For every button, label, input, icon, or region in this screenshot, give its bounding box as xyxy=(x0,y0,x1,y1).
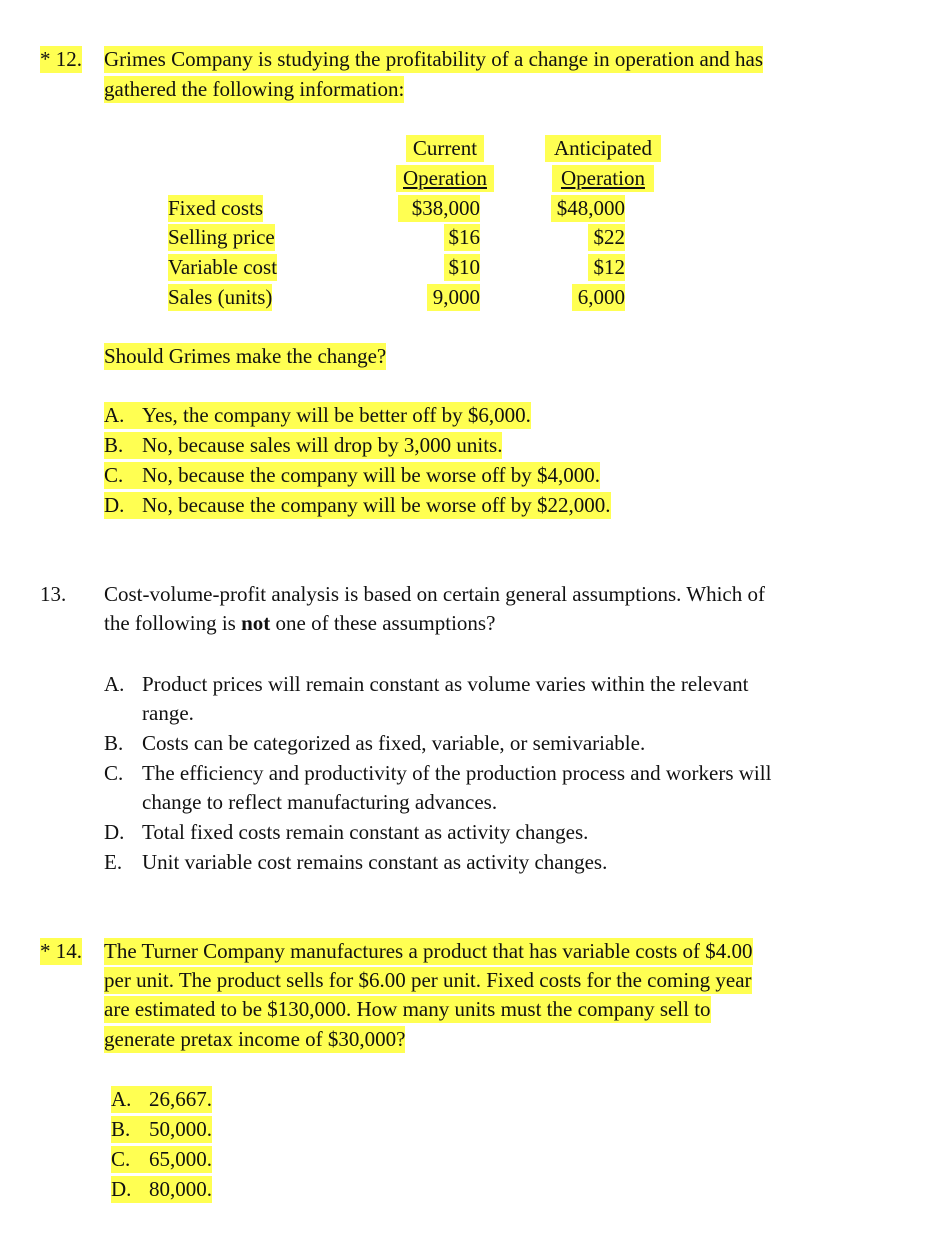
option-letter: C. xyxy=(104,463,124,487)
q14-stem-line3: are estimated to be $130,000. How many units must the company sell to xyxy=(104,997,711,1021)
col-anticipated-header-1: Anticipated xyxy=(545,135,661,162)
option-text: Product prices will remain constant as volume varies within the relevant xyxy=(142,672,749,696)
option-letter: A. xyxy=(104,672,125,696)
option-letter: A. xyxy=(104,403,125,427)
q12-option-a[interactable] xyxy=(104,402,531,429)
q14-option-a[interactable] xyxy=(111,1086,212,1113)
q12-stem-line1: Grimes Company is studying the profitability of a change in operation and has xyxy=(104,47,764,71)
table-cell-anticipated: $22 xyxy=(588,224,625,251)
col-anticipated-header-2: Operation xyxy=(552,165,654,192)
table-cell-anticipated: $12 xyxy=(588,254,625,281)
option-letter: C. xyxy=(104,761,124,785)
option-letter: B. xyxy=(111,1117,131,1141)
option-letter: A. xyxy=(111,1087,132,1111)
q14-option-b[interactable] xyxy=(111,1116,212,1143)
col-current-header-1: Current xyxy=(406,135,484,162)
option-text: No, because sales will drop by 3,000 units. xyxy=(142,433,503,457)
q14-option-c[interactable] xyxy=(111,1146,212,1173)
option-letter: D. xyxy=(104,493,125,517)
stem-text: one of these assumptions? xyxy=(270,611,496,635)
q13-stem-line2 xyxy=(104,610,495,637)
option-letter: E. xyxy=(104,850,123,874)
option-text: Yes, the company will be better off by $6,000. xyxy=(142,403,531,427)
table-cell-current: $16 xyxy=(444,224,480,251)
q14-stem-line2: per unit. The product sells for $6.00 per unit. Fixed costs for the coming year xyxy=(104,968,752,992)
q12-number: * 12. xyxy=(40,47,82,71)
table-row-label: Selling price xyxy=(168,225,275,249)
option-text: No, because the company will be worse off by $4,000. xyxy=(142,463,601,487)
q14-number: * 14. xyxy=(40,939,82,963)
table-row-label: Sales (units) xyxy=(168,285,273,309)
q12-option-c[interactable] xyxy=(104,462,600,489)
col-current-header-2: Operation xyxy=(396,165,494,192)
q12-stem-line2: gathered the following information: xyxy=(104,77,405,101)
q13-stem-line1: Cost-volume-profit analysis is based on certain general assumptions. Which of xyxy=(104,582,765,606)
q14-stem-line1: The Turner Company manufactures a product that has variable costs of $4.00 xyxy=(104,939,753,963)
option-text: 65,000. xyxy=(149,1147,212,1171)
option-letter: C. xyxy=(111,1147,131,1171)
option-letter: D. xyxy=(111,1177,132,1201)
q12-option-d[interactable] xyxy=(104,492,611,519)
option-letter: D. xyxy=(104,820,125,844)
option-text: 50,000. xyxy=(149,1117,212,1141)
q14-option-d[interactable] xyxy=(111,1176,212,1203)
q13-option-e[interactable] xyxy=(104,849,607,876)
q13-option-d[interactable] xyxy=(104,819,588,846)
q14-stem-line4: generate pretax income of $30,000? xyxy=(104,1027,406,1051)
stem-emphasis: not xyxy=(241,611,271,635)
table-row-label: Variable cost xyxy=(168,255,278,279)
table-cell-anticipated: 6,000 xyxy=(572,284,625,311)
table-cell-anticipated: $48,000 xyxy=(551,195,625,222)
q13-option-c-cont: change to reflect manufacturing advances. xyxy=(142,790,498,814)
option-text: 80,000. xyxy=(149,1177,212,1201)
q12-question: Should Grimes make the change? xyxy=(104,344,387,368)
table-cell-current: 9,000 xyxy=(427,284,480,311)
table-cell-current: $10 xyxy=(444,254,480,281)
option-text: The efficiency and productivity of the production process and workers will xyxy=(142,761,772,785)
q13-number: 13. xyxy=(40,582,67,606)
option-letter: B. xyxy=(104,731,124,755)
option-text: 26,667. xyxy=(149,1087,212,1111)
option-text: Unit variable cost remains constant as activity changes. xyxy=(142,850,608,874)
stem-text: the following is xyxy=(104,611,242,635)
q13-option-a[interactable] xyxy=(104,671,749,698)
q13-option-c[interactable] xyxy=(104,760,771,787)
table-row-label: Fixed costs xyxy=(168,196,264,220)
q12-option-b[interactable] xyxy=(104,432,502,459)
option-letter: B. xyxy=(104,433,124,457)
q13-option-a-cont: range. xyxy=(142,701,194,725)
option-text: Costs can be categorized as fixed, variable, or semivariable. xyxy=(142,731,646,755)
table-cell-current: $38,000 xyxy=(398,195,480,222)
option-text: No, because the company will be worse off by $22,000. xyxy=(142,493,611,517)
q13-option-b[interactable] xyxy=(104,730,645,757)
option-text: Total fixed costs remain constant as activity changes. xyxy=(142,820,589,844)
